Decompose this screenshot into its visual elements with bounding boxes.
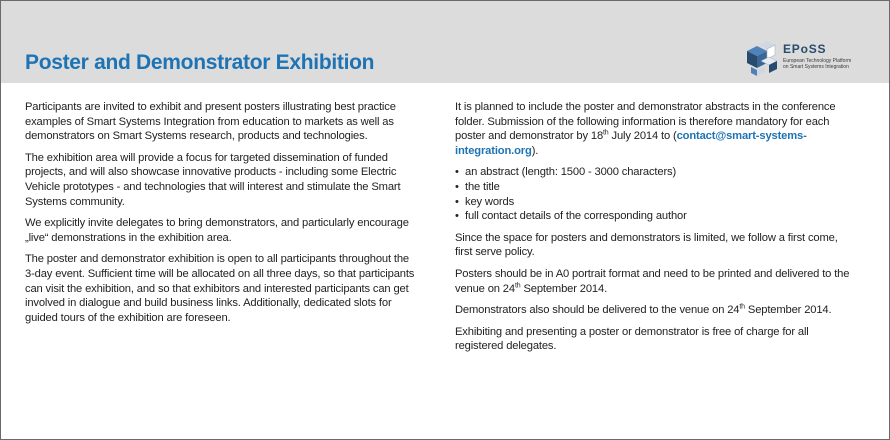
- left-column: [25, 100, 420, 332]
- logo-tagline: [783, 58, 851, 70]
- header-band: [1, 1, 889, 83]
- demonstrator-delivery-paragraph: [455, 303, 850, 318]
- space-policy-paragraph: Since the space for posters and demonstrators is limited, we follow a first come, first serve policy.: [455, 231, 838, 259]
- eposs-logo: [743, 41, 873, 77]
- list-item: • an abstract (length: 1500 - 3000 characters): [465, 165, 850, 180]
- page-title: Poster and Demonstrator Exhibition: [25, 51, 375, 74]
- logo-tagline-line-2: on Smart Systems Integration: [783, 64, 849, 70]
- submission-text-after: ).: [531, 144, 539, 157]
- poster-format-paragraph: [455, 267, 850, 296]
- required-info-list: [455, 165, 850, 223]
- demonstrator-text-after: September 2014.: [744, 304, 832, 317]
- poster-text-after: September 2014.: [520, 282, 608, 295]
- list-item: • the title: [465, 180, 850, 195]
- submission-text-middle: July 2014 to (: [608, 130, 677, 143]
- submission-paragraph: [455, 100, 850, 158]
- list-item: • full contact details of the corresponding author: [465, 209, 850, 224]
- right-column: [455, 100, 850, 361]
- submission-date-suffix: th: [603, 129, 609, 137]
- eposs-cube-logo-icon: [743, 41, 779, 77]
- poster-text-before: Posters should be in A0 portrait format and need to be printed and delivered to the venue on 24: [455, 267, 850, 295]
- demonstrator-date-suffix: th: [739, 303, 745, 311]
- poster-date-suffix: th: [514, 281, 521, 289]
- fee-paragraph: Exhibiting and presenting a poster or demonstrator is free of charge for all registered delegates.: [455, 325, 809, 353]
- logo-name: EPoSS: [783, 42, 827, 56]
- exhibition-schedule-paragraph: The poster and demonstrator exhibition is open to all participants throughout the 3-day event. Sufficient time will be allocated on all three days, so that participants can visit the exhibition, and so that exhibitors and interested participants can get involved in dialogue and build business links. Additionally, dedicated slots for guided tours of the exhibition are foreseen.: [25, 253, 415, 324]
- live-demo-paragraph: We explicitly invite delegates to bring demonstrators, and particularly encourage „live“ demonstrations in the exhibition area.: [25, 217, 409, 244]
- contact-email-link[interactable]: contact@smart-systems-integration.org: [455, 130, 807, 157]
- list-item: • key words: [465, 195, 850, 210]
- demonstrator-text-before: Demonstrators also should be delivered to the venue on 24: [455, 304, 740, 317]
- logo-tagline-line-1: European Technology Platform: [783, 58, 852, 64]
- exhibition-area-paragraph: The exhibition area will provide a focus for targeted dissemination of funded projects, and will also showcase innovative products - including some Electric Vehicle prototypes - and technologies that will interest and stimulate the Smart Systems community.: [25, 151, 401, 208]
- submission-text-before: It is planned to include the poster and demonstrator abstracts in the conference folder. Submission of the following information is therefore mandatory for each poster and demonstrator by 18: [455, 101, 836, 143]
- intro-paragraph: Participants are invited to exhibit and present posters illustrating best practice examples of Smart Systems Integration from education to markets as well as demonstrators on Smart Systems research, products and technologies.: [25, 101, 396, 143]
